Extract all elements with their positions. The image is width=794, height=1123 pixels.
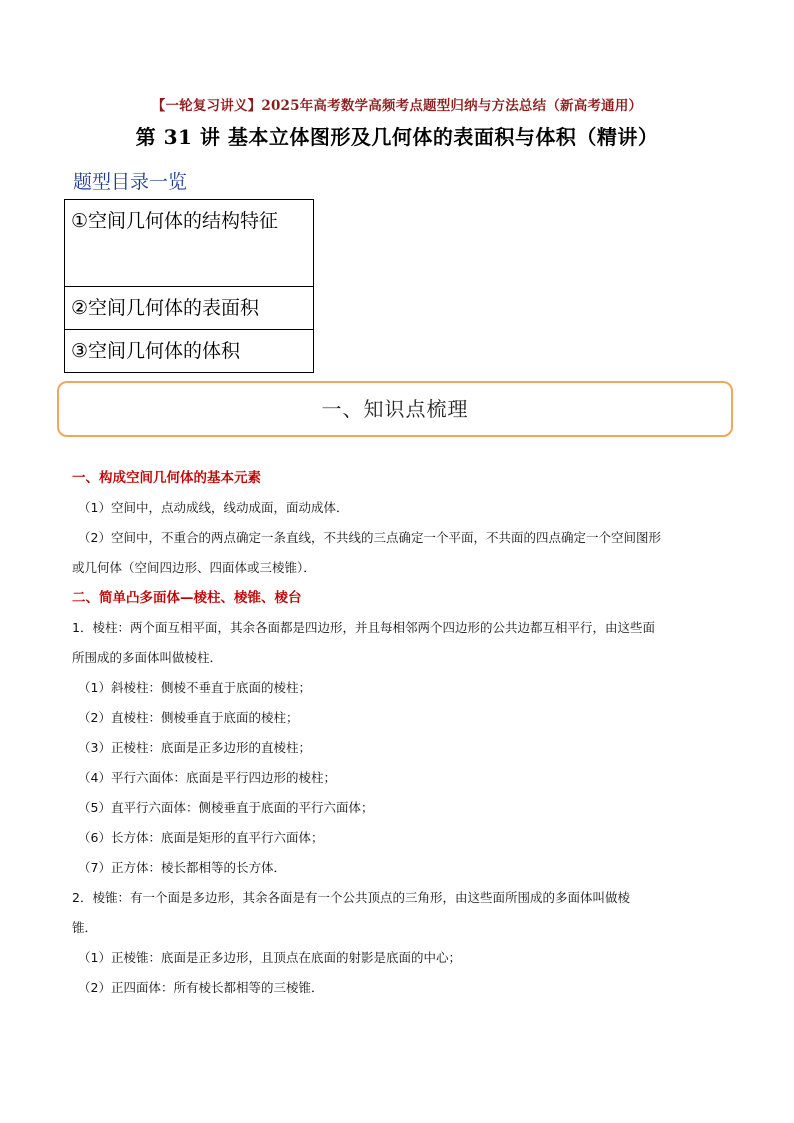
- paragraph: （2）空间中，不重合的两点确定一条直线，不共线的三点确定一个平面，不共面的四点确定一个空间图形: [78, 530, 661, 545]
- paragraph: 锥．: [72, 920, 98, 935]
- paragraph: 2．棱锥：有一个面是多边形，其余各面是有一个公共顶点的三角形，由这些面所围成的多面体叫做棱: [72, 890, 630, 905]
- list-item: （5）直平行六面体：侧棱垂直于底面的平行六面体；: [78, 800, 374, 815]
- toc-item-structure[interactable]: ①空间几何体的结构特征: [65, 200, 314, 287]
- toc-item-surface-area[interactable]: ②空间几何体的表面积: [65, 287, 314, 330]
- toc-table: [64, 199, 314, 373]
- paragraph: （1）空间中，点动成线，线动成面，面动成体．: [78, 500, 349, 515]
- list-item: （3）正棱柱：底面是正多边形的直棱柱；: [78, 740, 311, 755]
- toc-row: [65, 200, 314, 287]
- list-item: （4）平行六面体：底面是平行四边形的棱柱；: [78, 770, 336, 785]
- heading-convex-polyhedra: 二、简单凸多面体—棱柱、棱锥、棱台: [72, 590, 302, 606]
- toc-heading: 题型目录一览: [73, 171, 188, 193]
- toc-item-volume[interactable]: ③空间几何体的体积: [65, 330, 314, 373]
- series-subtitle: 【一轮复习讲义】2025年高考数学高频考点题型归纳与方法总结（新高考通用）: [151, 98, 643, 114]
- list-item: （2）直棱柱：侧棱垂直于底面的棱柱；: [78, 710, 299, 725]
- paragraph: 或几何体（空间四边形、四面体或三棱锥）．: [72, 560, 316, 575]
- toc-row: [65, 330, 314, 373]
- toc-row: [65, 287, 314, 330]
- heading-basic-elements: 一、构成空间几何体的基本元素: [72, 470, 261, 486]
- list-item: （2）正四面体：所有棱长都相等的三棱锥．: [78, 980, 324, 995]
- section-banner: 一、知识点梳理: [57, 381, 733, 437]
- list-item: （6）长方体：底面是矩形的直平行六面体；: [78, 830, 324, 845]
- page-title: 第 31 讲 基本立体图形及几何体的表面积与体积（精讲）: [135, 125, 659, 149]
- content-body: [72, 463, 732, 1003]
- list-item: （7）正方体：棱长都相等的长方体．: [78, 860, 286, 875]
- list-item: （1）正棱锥：底面是正多边形，且顶点在底面的射影是底面的中心；: [78, 950, 461, 965]
- paragraph: 1．棱柱：两个面互相平面，其余各面都是四边形，并且每相邻两个四边形的公共边都互相平行，由这些面: [72, 620, 655, 635]
- paragraph: 所围成的多面体叫做棱柱．: [72, 650, 223, 665]
- list-item: （1）斜棱柱：侧棱不垂直于底面的棱柱；: [78, 680, 311, 695]
